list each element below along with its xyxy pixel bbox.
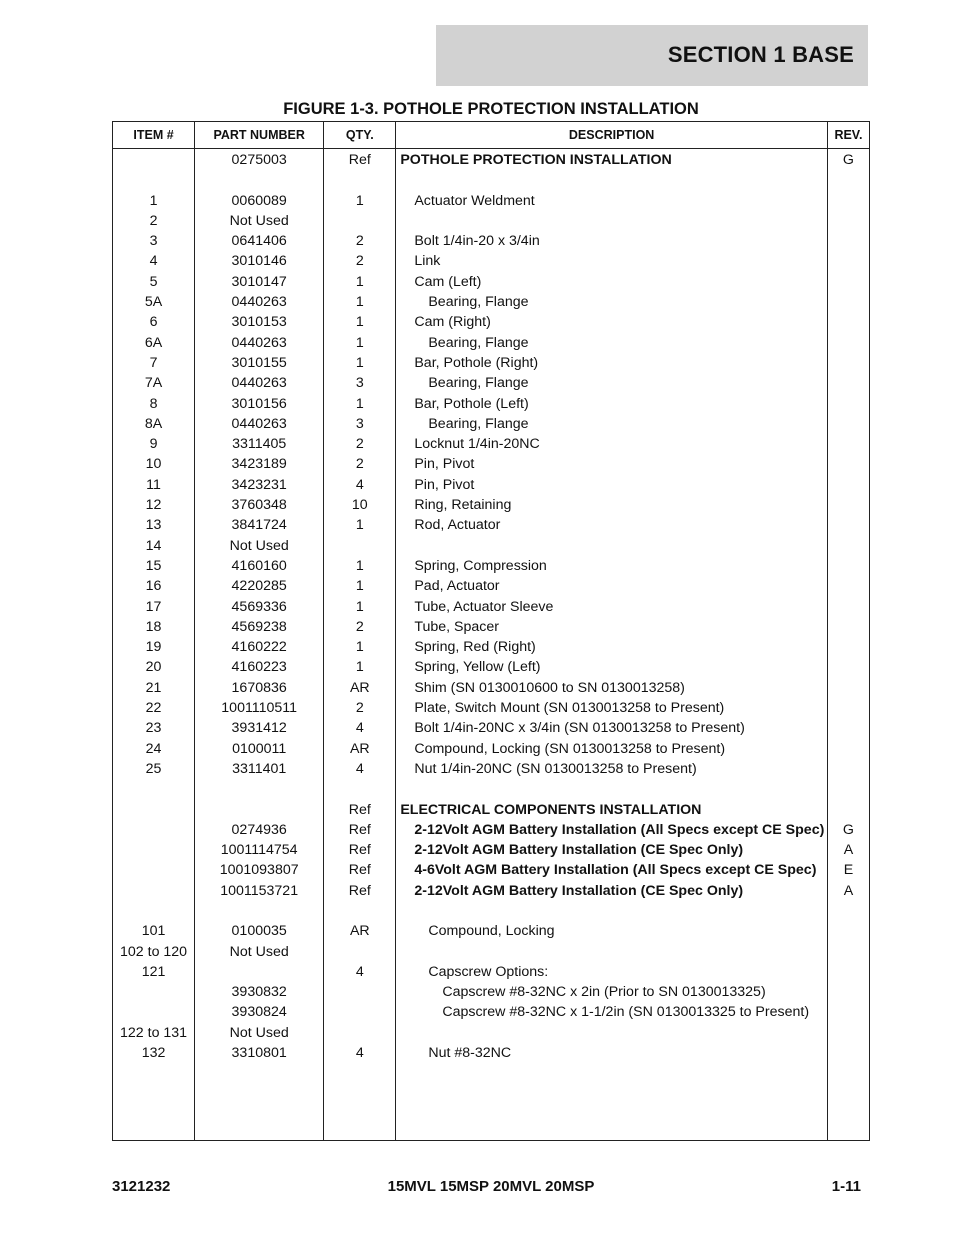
part-number-cell: 3760348 bbox=[231, 497, 287, 514]
part-number-cell: 3930824 bbox=[231, 1004, 287, 1021]
item-number-cell bbox=[113, 170, 194, 190]
part-number-cell bbox=[195, 779, 323, 799]
qty-cell bbox=[324, 536, 395, 556]
part-number-cell: 3931412 bbox=[231, 720, 287, 737]
qty-cell: 1 bbox=[355, 639, 364, 656]
figure-title: FIGURE 1-3. POTHOLE PROTECTION INSTALLATION bbox=[283, 100, 699, 118]
qty-cell bbox=[324, 901, 395, 921]
qty-cell: Ref bbox=[348, 152, 371, 168]
item-number-cell: 5 bbox=[149, 273, 158, 290]
description-cell: Bearing, Flange bbox=[428, 334, 529, 351]
qty-cell: Ref bbox=[348, 821, 371, 838]
item-number-cell bbox=[113, 982, 194, 1002]
description-cell: Spring, Yellow (Left) bbox=[414, 659, 541, 676]
part-number-cell: 1670836 bbox=[231, 679, 287, 696]
part-number-cell: 4160223 bbox=[231, 659, 287, 676]
part-number-cell: 0275003 bbox=[231, 152, 287, 168]
part-number-column bbox=[195, 149, 324, 1141]
description-cell: Bearing, Flange bbox=[428, 294, 529, 311]
item-column bbox=[113, 149, 195, 1141]
qty-cell: 4 bbox=[355, 720, 364, 737]
rev-cell bbox=[828, 942, 869, 962]
part-number-cell: 4160222 bbox=[231, 639, 287, 656]
description-column bbox=[396, 149, 828, 1141]
rev-cell: G bbox=[842, 821, 854, 838]
part-number-cell: 0641406 bbox=[231, 233, 287, 250]
qty-cell: 1 bbox=[355, 578, 364, 595]
item-number-cell: 17 bbox=[145, 598, 162, 615]
item-number-cell: 8 bbox=[149, 395, 158, 412]
qty-cell: 1 bbox=[355, 192, 364, 209]
rev-cell bbox=[828, 901, 869, 921]
qty-cell: 4 bbox=[355, 963, 364, 980]
item-number-cell bbox=[113, 881, 194, 901]
qty-cell: 1 bbox=[355, 557, 364, 574]
item-number-cell: 8A bbox=[144, 415, 163, 432]
qty-cell: 1 bbox=[355, 659, 364, 676]
part-number-cell: 0440263 bbox=[231, 294, 287, 311]
qty-cell: 1 bbox=[355, 314, 364, 331]
item-number-cell: 12 bbox=[145, 497, 162, 514]
description-cell: Ring, Retaining bbox=[414, 497, 512, 514]
item-number-cell: 21 bbox=[145, 679, 162, 696]
part-number-cell: 4569238 bbox=[231, 618, 287, 635]
part-number-cell: 3010156 bbox=[231, 395, 287, 412]
qty-cell bbox=[324, 779, 395, 799]
qty-cell: 1 bbox=[355, 517, 364, 534]
part-number-cell: 4569336 bbox=[231, 598, 287, 615]
rev-cell bbox=[828, 454, 869, 474]
qty-cell: AR bbox=[349, 679, 370, 696]
item-number-cell: 7A bbox=[144, 375, 163, 392]
qty-cell: Ref bbox=[348, 862, 371, 879]
rev-cell bbox=[828, 739, 869, 759]
description-cell: Plate, Switch Mount (SN 0130013258 to Present) bbox=[414, 700, 725, 717]
part-number-cell: Not Used bbox=[229, 1024, 289, 1041]
qty-cell: 1 bbox=[355, 273, 364, 290]
section-title: SECTION 1 BASE bbox=[667, 42, 854, 67]
doc-number: 3121232 bbox=[112, 1178, 171, 1195]
item-number-cell: 122 to 131 bbox=[120, 1024, 188, 1041]
description-cell bbox=[396, 536, 827, 556]
part-number-cell: 3311401 bbox=[232, 760, 287, 777]
part-number-cell: 0440263 bbox=[231, 415, 287, 432]
description-cell: Bar, Pothole (Left) bbox=[414, 395, 529, 412]
part-number-cell bbox=[195, 962, 323, 982]
description-cell: Tube, Spacer bbox=[414, 618, 499, 635]
item-number-cell: 4 bbox=[149, 253, 158, 270]
rev-cell bbox=[828, 597, 869, 617]
rev-cell bbox=[828, 231, 869, 251]
part-number-cell: 0440263 bbox=[231, 375, 287, 392]
item-number-cell bbox=[113, 820, 194, 840]
qty-cell: 1 bbox=[355, 395, 364, 412]
item-number-cell bbox=[113, 779, 194, 799]
part-number-cell: 3010155 bbox=[231, 354, 287, 371]
qty-cell: 1 bbox=[355, 354, 364, 371]
description-cell: Cam (Left) bbox=[414, 273, 482, 290]
qty-cell: 2 bbox=[355, 618, 364, 635]
rev-cell: A bbox=[843, 882, 854, 899]
item-number-cell: 6 bbox=[149, 314, 158, 331]
description-cell: 2-12Volt AGM Battery Installation (CE Spec Only) bbox=[414, 842, 744, 859]
qty-cell bbox=[324, 211, 395, 231]
description-cell bbox=[396, 779, 827, 799]
qty-cell: 2 bbox=[355, 436, 364, 453]
qty-cell: 2 bbox=[355, 253, 364, 270]
qty-cell: 3 bbox=[355, 415, 364, 432]
item-number-cell: 13 bbox=[145, 517, 162, 534]
item-number-cell: 9 bbox=[149, 436, 158, 453]
rev-cell bbox=[828, 333, 869, 353]
page-number: 1-11 bbox=[831, 1178, 861, 1195]
description-cell: Cam (Right) bbox=[414, 314, 491, 331]
rev-cell bbox=[828, 617, 869, 637]
part-number-cell: 1001153721 bbox=[220, 882, 299, 899]
qty-cell: 1 bbox=[355, 334, 364, 351]
qty-cell: 1 bbox=[355, 294, 364, 311]
qty-cell: 2 bbox=[355, 456, 364, 473]
item-number-cell: 19 bbox=[145, 639, 162, 656]
part-number-cell: 3423231 bbox=[231, 476, 287, 493]
column-header-qty: QTY. bbox=[324, 122, 396, 149]
rev-column bbox=[827, 149, 869, 1141]
item-number-cell: 25 bbox=[145, 760, 162, 777]
rev-cell bbox=[828, 1023, 869, 1043]
table-header-row bbox=[113, 122, 870, 149]
section-header bbox=[436, 25, 868, 86]
column-header-part-number: PART NUMBER bbox=[195, 122, 324, 149]
rev-cell bbox=[828, 191, 869, 211]
description-cell: ELECTRICAL COMPONENTS INSTALLATION bbox=[400, 801, 702, 818]
part-number-cell bbox=[195, 170, 323, 190]
rev-cell bbox=[828, 170, 869, 190]
description-cell: Spring, Red (Right) bbox=[414, 639, 536, 656]
qty-cell: AR bbox=[349, 740, 370, 757]
item-number-cell: 22 bbox=[145, 700, 162, 717]
qty-cell: 3 bbox=[355, 375, 364, 392]
description-cell: Bearing, Flange bbox=[428, 375, 529, 392]
part-number-cell: 1001114754 bbox=[220, 842, 298, 859]
qty-cell: 10 bbox=[351, 497, 368, 514]
item-number-cell: 15 bbox=[145, 557, 162, 574]
description-cell: Pin, Pivot bbox=[414, 456, 475, 473]
item-number-cell bbox=[113, 800, 194, 820]
rev-cell bbox=[828, 698, 869, 718]
description-cell bbox=[396, 1023, 827, 1043]
rev-cell bbox=[828, 536, 869, 556]
column-header-item: ITEM # bbox=[113, 122, 195, 149]
qty-cell: 4 bbox=[355, 1045, 364, 1062]
qty-cell: AR bbox=[349, 923, 370, 940]
part-number-cell: 1001110511 bbox=[221, 700, 298, 717]
description-cell: Spring, Compression bbox=[414, 557, 547, 574]
qty-cell bbox=[324, 170, 395, 190]
qty-column bbox=[324, 149, 396, 1141]
rev-cell bbox=[828, 962, 869, 982]
description-cell: 4-6Volt AGM Battery Installation (All Specs except CE Spec) bbox=[414, 862, 817, 879]
description-cell: Tube, Actuator Sleeve bbox=[414, 598, 554, 615]
rev-cell bbox=[828, 434, 869, 454]
item-number-cell: 1 bbox=[149, 192, 158, 209]
item-number-cell: 14 bbox=[145, 537, 162, 554]
rev-cell bbox=[828, 576, 869, 596]
part-number-cell: Not Used bbox=[229, 537, 289, 554]
qty-cell: Ref bbox=[348, 801, 371, 818]
rev-cell: G bbox=[842, 152, 854, 168]
item-number-cell: 132 bbox=[141, 1045, 166, 1062]
description-cell: Actuator Weldment bbox=[414, 192, 535, 209]
item-number-cell: 10 bbox=[145, 456, 162, 473]
part-number-cell bbox=[195, 800, 323, 820]
description-cell bbox=[396, 942, 827, 962]
description-cell: Pad, Actuator bbox=[414, 578, 500, 595]
item-number-cell bbox=[113, 150, 194, 170]
qty-cell bbox=[324, 1023, 395, 1043]
item-number-cell: 6A bbox=[144, 334, 163, 351]
part-number-cell bbox=[195, 901, 323, 921]
part-number-cell: 3930832 bbox=[231, 984, 287, 1001]
part-number-cell: 3010147 bbox=[231, 273, 287, 290]
rev-cell bbox=[828, 800, 869, 820]
qty-cell bbox=[324, 1002, 395, 1022]
rev-cell bbox=[828, 779, 869, 799]
description-cell: Rod, Actuator bbox=[414, 517, 501, 534]
rev-cell bbox=[828, 211, 869, 231]
rev-cell bbox=[828, 312, 869, 332]
rev-cell bbox=[828, 373, 869, 393]
description-cell: Nut #8-32NC bbox=[428, 1045, 512, 1062]
description-cell bbox=[396, 170, 827, 190]
item-number-cell: 23 bbox=[145, 720, 162, 737]
part-number-cell: 4160160 bbox=[231, 557, 287, 574]
description-cell: Bar, Pothole (Right) bbox=[414, 354, 539, 371]
item-number-cell: 101 bbox=[141, 923, 166, 940]
part-number-cell: 3423189 bbox=[231, 456, 287, 473]
qty-cell: Ref bbox=[348, 842, 371, 859]
item-number-cell: 20 bbox=[145, 659, 162, 676]
rev-cell: A bbox=[843, 842, 854, 859]
rev-cell bbox=[828, 678, 869, 698]
item-number-cell bbox=[113, 840, 194, 860]
description-cell: Bolt 1/4in-20 x 3/4in bbox=[414, 233, 540, 250]
parts-table bbox=[112, 121, 870, 1141]
item-number-cell bbox=[113, 1002, 194, 1022]
description-cell: 2-12Volt AGM Battery Installation (All Specs except CE Spec) bbox=[414, 821, 825, 838]
item-number-cell bbox=[113, 901, 194, 921]
rev-cell bbox=[828, 637, 869, 657]
part-number-cell: 3841724 bbox=[231, 517, 287, 534]
item-number-cell: 102 to 120 bbox=[120, 943, 188, 960]
qty-cell: 4 bbox=[355, 760, 364, 777]
rev-cell bbox=[828, 251, 869, 271]
rev-cell bbox=[828, 921, 869, 941]
description-cell bbox=[396, 901, 827, 921]
part-number-cell: 0100035 bbox=[231, 923, 287, 940]
rev-cell bbox=[828, 1002, 869, 1022]
qty-cell bbox=[324, 942, 395, 962]
rev-cell bbox=[828, 353, 869, 373]
page-footer bbox=[112, 1178, 870, 1198]
qty-cell: 2 bbox=[355, 233, 364, 250]
rev-cell bbox=[828, 495, 869, 515]
qty-cell: 4 bbox=[355, 476, 364, 493]
item-number-cell: 24 bbox=[145, 740, 162, 757]
item-number-cell: 16 bbox=[145, 578, 162, 595]
rev-cell bbox=[828, 718, 869, 738]
item-number-cell: 5A bbox=[144, 294, 163, 311]
rev-cell bbox=[828, 475, 869, 495]
description-cell: Capscrew #8-32NC x 2in (Prior to SN 0130013325) bbox=[442, 984, 766, 1001]
qty-cell: 2 bbox=[355, 700, 364, 717]
description-cell: Shim (SN 0130010600 to SN 0130013258) bbox=[414, 679, 685, 696]
description-cell: Locknut 1/4in-20NC bbox=[414, 436, 540, 453]
qty-cell: 1 bbox=[355, 598, 364, 615]
part-number-cell: 0100011 bbox=[232, 740, 287, 757]
rev-cell bbox=[828, 292, 869, 312]
part-number-cell: 0274936 bbox=[231, 821, 287, 838]
part-number-cell: 3010146 bbox=[231, 253, 287, 270]
description-cell: Compound, Locking (SN 0130013258 to Present) bbox=[414, 740, 726, 757]
description-cell: Capscrew Options: bbox=[428, 963, 549, 980]
description-cell bbox=[396, 211, 827, 231]
description-cell: Capscrew #8-32NC x 1-1/2in (SN 0130013325 to Present) bbox=[442, 1004, 810, 1021]
part-number-cell: 0440263 bbox=[231, 334, 287, 351]
rev-cell bbox=[828, 982, 869, 1002]
item-number-cell: 2 bbox=[149, 212, 158, 229]
rev-cell bbox=[828, 759, 869, 779]
rev-cell: E bbox=[843, 862, 854, 879]
item-number-cell bbox=[113, 860, 194, 880]
rev-cell bbox=[828, 1043, 869, 1063]
part-number-cell: Not Used bbox=[229, 943, 289, 960]
part-number-cell: 3310801 bbox=[231, 1045, 287, 1062]
model-list: 15MVL 15MSP 20MVL 20MSP bbox=[387, 1178, 595, 1195]
part-number-cell: 3311405 bbox=[232, 436, 287, 453]
rev-cell bbox=[828, 272, 869, 292]
description-cell: 2-12Volt AGM Battery Installation (CE Spec Only) bbox=[414, 882, 744, 899]
qty-cell bbox=[324, 982, 395, 1002]
part-number-cell: 3010153 bbox=[231, 314, 287, 331]
description-cell: Bolt 1/4in-20NC x 3/4in (SN 0130013258 to Present) bbox=[414, 720, 745, 737]
part-number-cell: 4220285 bbox=[231, 578, 287, 595]
item-number-cell: 7 bbox=[149, 354, 158, 371]
rev-cell bbox=[828, 414, 869, 434]
part-number-cell: 0060089 bbox=[231, 192, 287, 209]
description-cell: Bearing, Flange bbox=[428, 415, 529, 432]
description-cell: POTHOLE PROTECTION INSTALLATION bbox=[400, 152, 672, 168]
item-number-cell: 11 bbox=[146, 476, 161, 493]
column-header-description: DESCRIPTION bbox=[396, 122, 828, 149]
rev-cell bbox=[828, 556, 869, 576]
item-number-cell: 3 bbox=[149, 233, 158, 250]
description-cell: Compound, Locking bbox=[428, 923, 555, 940]
column-header-rev: REV. bbox=[827, 122, 869, 149]
description-cell: Link bbox=[414, 253, 441, 270]
description-cell: Nut 1/4in-20NC (SN 0130013258 to Present) bbox=[414, 760, 697, 777]
rev-cell bbox=[828, 394, 869, 414]
qty-cell: Ref bbox=[348, 882, 371, 899]
item-number-cell: 121 bbox=[141, 963, 166, 980]
part-number-cell: Not Used bbox=[229, 212, 289, 229]
item-number-cell: 18 bbox=[145, 618, 162, 635]
rev-cell bbox=[828, 515, 869, 535]
part-number-cell: 1001093807 bbox=[219, 862, 299, 879]
description-cell: Pin, Pivot bbox=[414, 476, 475, 493]
rev-cell bbox=[828, 657, 869, 677]
